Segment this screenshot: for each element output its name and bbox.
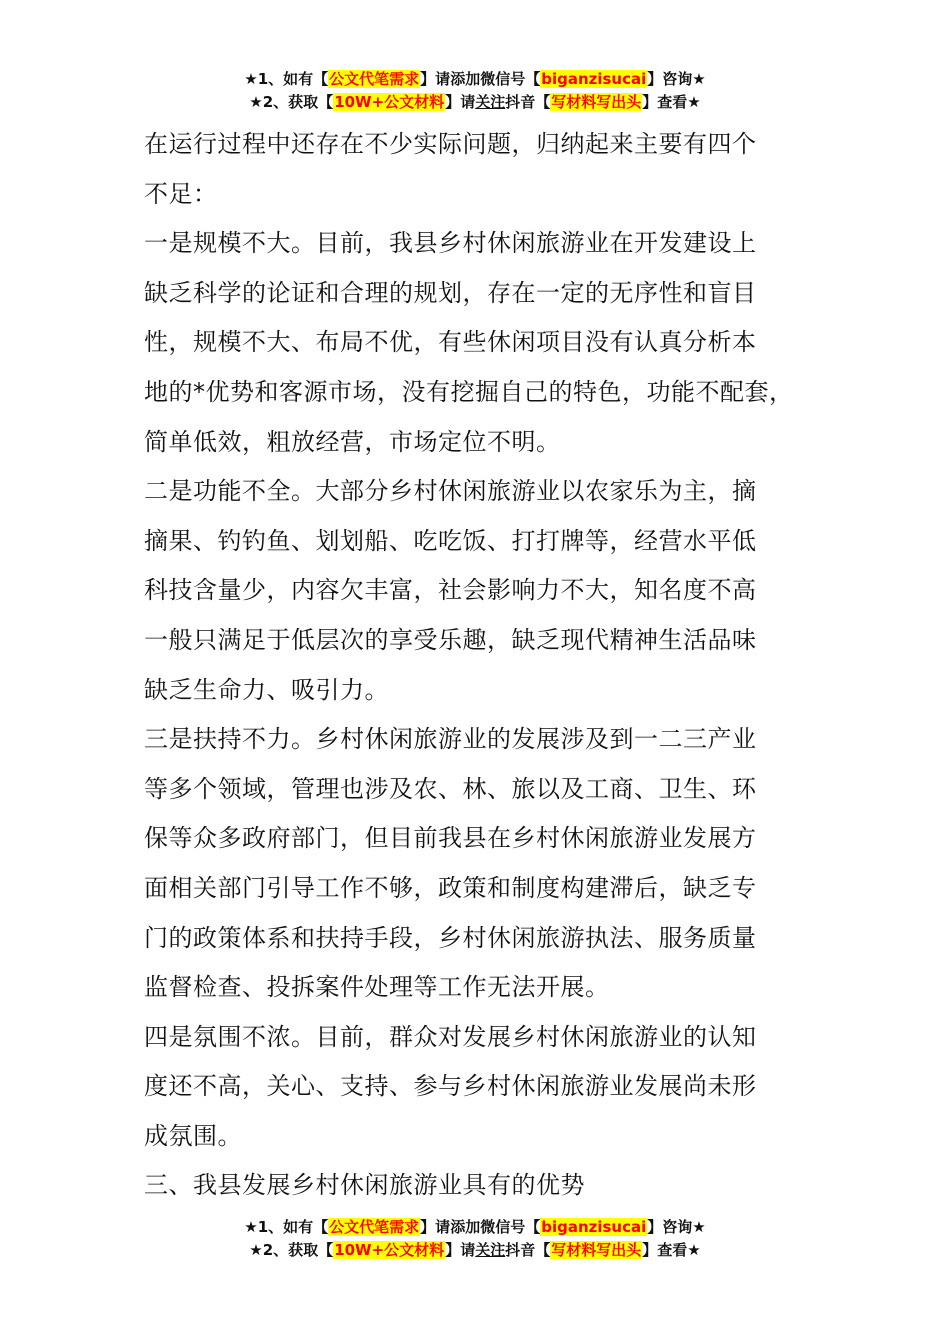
- banner-text: 抖音【: [505, 1241, 551, 1259]
- banner-line-1: [0, 68, 950, 91]
- highlight-materials: 10W+公文材料: [334, 1241, 445, 1259]
- header-banner: [0, 68, 950, 114]
- text-line: 四是氛围不浓。目前，群众对发展乡村休闲旅游业的认知: [144, 1022, 757, 1051]
- banner-text: 】查看★: [642, 1241, 701, 1259]
- text-line: 地的*优势和客源市场，没有挖掘自己的特色，功能不配套，: [144, 377, 794, 406]
- text-line: 摘果、钓钓鱼、划划船、吃吃饭、打打牌等，经营水平低: [144, 526, 757, 555]
- text-line: 一是规模不大。目前，我县乡村休闲旅游业在开发建设上: [144, 229, 757, 258]
- banner-line-2: [0, 1239, 950, 1262]
- text-line: 等多个领域，管理也涉及农、林、旅以及工商、卫生、环: [144, 774, 757, 803]
- text-line: 缺乏生命力、吸引力。: [144, 675, 389, 704]
- text-line: 简单低效，粗放经营，市场定位不明。: [144, 427, 561, 456]
- banner-text: ★1、如有【: [244, 1218, 329, 1236]
- text-line: 门的政策体系和扶持手段，乡村休闲旅游执法、服务质量: [144, 923, 757, 952]
- highlight-douyin-account: 写材料写出头: [551, 93, 642, 111]
- banner-text: 微信号【: [480, 1218, 541, 1236]
- highlight-wechat-id: biganzisucai: [541, 70, 647, 88]
- banner-text: 】请: [420, 70, 451, 88]
- footer-banner: [0, 1216, 950, 1262]
- text-line: 面相关部门引导工作不够，政策和制度构建滞后，缺乏专: [144, 873, 757, 902]
- text-line: 在运行过程中还存在不少实际问题，归纳起来主要有四个: [144, 130, 757, 158]
- text-line: 监督检查、投拆案件处理等工作无法开展。: [144, 973, 610, 1002]
- banner-text: 】请: [445, 93, 476, 111]
- banner-emphasis: 关注: [475, 93, 506, 111]
- banner-emphasis: 添加: [450, 1218, 481, 1236]
- text-line: 科技含量少，内容欠丰富，社会影响力不大，知名度不高: [144, 576, 757, 605]
- banner-text: 抖音【: [505, 93, 551, 111]
- highlight-service: 公文代笔需求: [329, 1218, 420, 1236]
- banner-text: 】查看★: [642, 93, 701, 111]
- banner-emphasis: 添加: [450, 70, 481, 88]
- banner-text: ★2、获取【: [249, 93, 334, 111]
- text-line: 性，规模不大、布局不优，有些休闲项目没有认真分析本: [144, 328, 757, 357]
- banner-text: 】请: [445, 1241, 476, 1259]
- highlight-service: 公文代笔需求: [329, 70, 420, 88]
- text-line: 三是扶持不力。乡村休闲旅游业的发展涉及到一二三产业: [144, 725, 757, 754]
- banner-text: ★2、获取【: [249, 1241, 334, 1259]
- highlight-douyin-account: 写材料写出头: [551, 1241, 642, 1259]
- banner-emphasis: 关注: [475, 1241, 506, 1259]
- banner-line-2: [0, 91, 950, 114]
- banner-line-1: [0, 1216, 950, 1239]
- banner-text: ★1、如有【: [244, 70, 329, 88]
- text-line: 成氛围。: [144, 1121, 242, 1150]
- highlight-wechat-id: biganzisucai: [541, 1218, 647, 1236]
- banner-text: 】咨询★: [647, 1218, 706, 1236]
- highlight-materials: 10W+公文材料: [334, 93, 445, 111]
- text-line: 度还不高，关心、支持、参与乡村休闲旅游业发展尚未形: [144, 1072, 757, 1101]
- banner-text: 】咨询★: [647, 70, 706, 88]
- banner-text: 】请: [420, 1218, 451, 1236]
- text-line: 不足：: [144, 179, 218, 208]
- text-line: 缺乏科学的论证和合理的规划，存在一定的无序性和盲目: [144, 278, 757, 307]
- text-line: 二是功能不全。大部分乡村休闲旅游业以农家乐为主，摘: [144, 477, 757, 506]
- document-body: [144, 120, 834, 1211]
- text-line: 保等众多政府部门，但目前我县在乡村休闲旅游业发展方: [144, 824, 757, 853]
- banner-text: 微信号【: [480, 70, 541, 88]
- section-heading: 三、我县发展乡村休闲旅游业具有的优势: [144, 1171, 585, 1200]
- text-line: 一般只满足于低层次的享受乐趣，缺乏现代精神生活品味: [144, 625, 757, 654]
